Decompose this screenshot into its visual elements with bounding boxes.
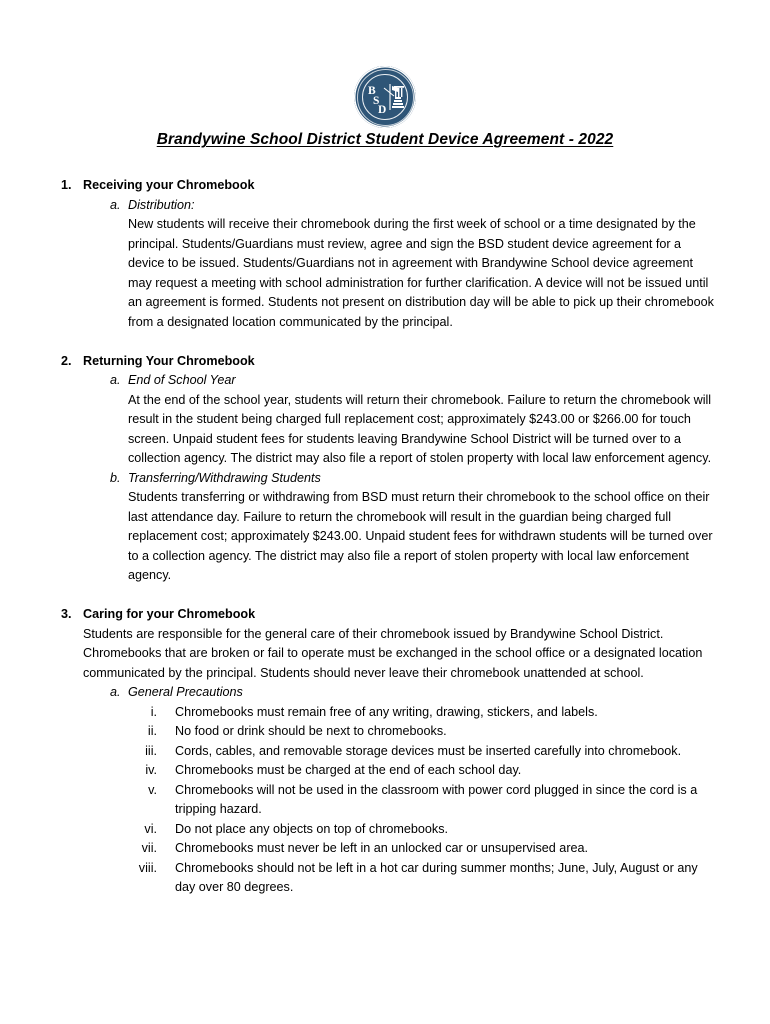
list-item xyxy=(0,761,770,781)
list-item-text: No food or drink should be next to chromebooks. xyxy=(175,724,447,738)
section-3-heading xyxy=(0,605,770,625)
section-3-intro: Students are responsible for the general care of their chromebook issued by Brandywine School District. Chromebooks that are broken or fail to operate must be exchanged in the school office or a designated location communicated by the principal. Students should never leave their chromebook unattended at school. xyxy=(83,626,703,680)
document-body xyxy=(0,176,770,898)
list-item xyxy=(0,859,770,898)
list-item xyxy=(0,820,770,840)
section-3a-marker: a. xyxy=(110,685,121,699)
section-2a-label-row xyxy=(0,371,770,391)
logo-container xyxy=(0,66,770,128)
list-item-text: Chromebooks will not be used in the classroom with power cord plugged in since the cord is a tripping hazard. xyxy=(175,782,698,816)
section-1-heading xyxy=(0,176,770,196)
section-3a-label-row xyxy=(0,683,770,703)
list-item-text: Chromebooks must remain free of any writing, drawing, stickers, and labels. xyxy=(175,704,598,719)
seal-letter-s: S xyxy=(373,94,380,107)
list-item-text: Do not place any objects on top of chromebooks. xyxy=(175,821,449,836)
list-item xyxy=(0,742,770,762)
list-item-marker: v. xyxy=(148,782,157,797)
section-2b-label: Transferring/Withdrawing Students xyxy=(128,470,321,485)
list-item-marker: vii. xyxy=(141,841,157,855)
general-precautions-list xyxy=(0,703,770,898)
section-3a-label: General Precautions xyxy=(128,685,243,699)
section-3-number: 3. xyxy=(61,607,72,621)
section-2a-marker: a. xyxy=(110,373,121,387)
section-2a-body: At the end of the school year, students will return their chromebook. Failure to return the chromebook will result in the student being charged full replacement cost; approximately $243.00 or $266.00 for touch screen. Unpaid student fees for students leaving Brandywine School District will be turned over to a collection agency. The district may also file a report of stolen property with local law enforcement agency. xyxy=(128,392,712,465)
section-1-number: 1. xyxy=(61,178,72,192)
section-1a-marker: a. xyxy=(110,197,121,212)
spacer xyxy=(0,586,770,606)
list-item-marker: viii. xyxy=(138,860,157,875)
section-2-heading xyxy=(0,352,770,372)
section-2b-body: Students transferring or withdrawing from BSD must return their chromebook to the school office on their last attendance day. Failure to return the chromebook will result in the guardian being charged full replacement cost; approximately $243.00. Unpaid student fees for withdrawn students will be turned over to a collection agency. The district may also file a report of stolen property with local law enforcement agency. xyxy=(128,490,713,582)
spacer xyxy=(0,332,770,352)
section-1a-label-row xyxy=(0,196,770,216)
section-2-number: 2. xyxy=(61,353,72,368)
list-item xyxy=(0,781,770,820)
list-item-text: Chromebooks should not be left in a hot car during summer months; June, July, August or any day over 80 degrees. xyxy=(175,860,698,894)
section-2 xyxy=(0,352,770,586)
section-2-title: Returning Your Chromebook xyxy=(83,353,255,368)
section-1-title: Receiving your Chromebook xyxy=(83,178,255,192)
seal-letter-b: B xyxy=(368,85,376,97)
list-item-text: Chromebooks must be charged at the end of each school day. xyxy=(175,763,522,777)
list-item-marker: vi. xyxy=(144,821,157,836)
section-2b-marker: b. xyxy=(110,470,121,485)
section-3 xyxy=(0,605,770,898)
section-1 xyxy=(0,176,770,332)
section-3-title: Caring for your Chromebook xyxy=(83,607,256,621)
list-item xyxy=(0,703,770,723)
list-item-marker: iii. xyxy=(145,743,157,758)
list-item-marker: i. xyxy=(150,704,157,719)
bsd-seal-logo xyxy=(354,66,416,128)
seal-letter-d: D xyxy=(378,104,387,116)
list-item-text: Cords, cables, and removable storage devices must be inserted carefully into chromebook. xyxy=(175,743,682,758)
list-item-marker: ii. xyxy=(147,724,157,738)
list-item-text: Chromebooks must never be left in an unlocked car or unsupervised area. xyxy=(175,841,589,855)
list-item-marker: iv. xyxy=(145,763,157,777)
list-item xyxy=(0,839,770,859)
section-2a-label: End of School Year xyxy=(128,373,236,387)
list-item xyxy=(0,722,770,742)
section-2b-label-row xyxy=(0,469,770,489)
section-1a-label: Distribution: xyxy=(128,197,195,212)
seal-emblem-icon xyxy=(354,66,416,128)
section-1a-body: New students will receive their chromebook during the first week of school or a time designated by the principal. Students/Guardians must review, agree and sign the BSD student device agreement for a device to be issued. Students/Guardians not in agreement with Brandywine School device agreement may request a meeting with school administration for further clarification. A device will not be issued until an agreement is formed. Students not present on distribution day will be able to pick up their chromebook from a designated location communicated by the principal. xyxy=(128,217,714,329)
page-title: Brandywine School District Student Device Agreement - 2022 xyxy=(156,131,614,148)
